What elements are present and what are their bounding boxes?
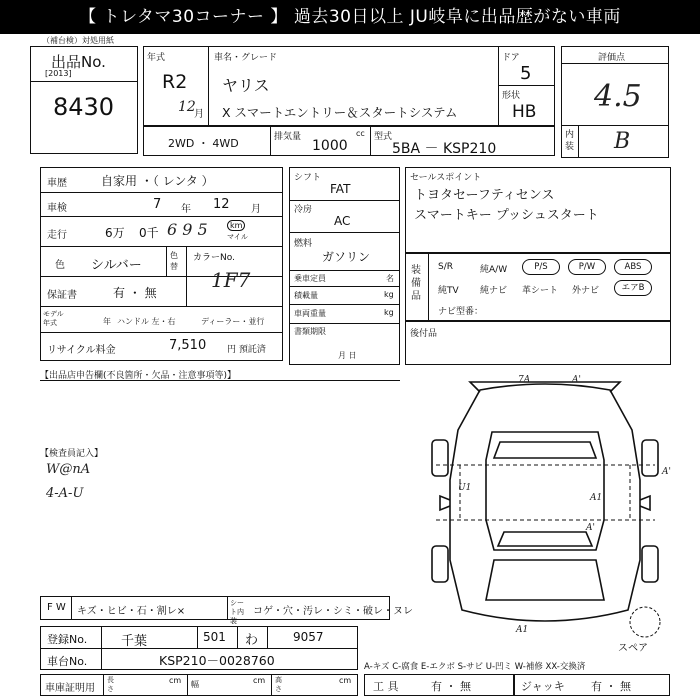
car-grade: X スマートエントリー＆スタートシステム: [222, 105, 458, 120]
fw-box: [40, 596, 413, 625]
mileage-unit-km: km: [227, 220, 245, 231]
damage-mark-rear: 7A: [518, 375, 531, 385]
inspector-line2: 4-A-U: [46, 486, 84, 501]
equip-sr: S/R: [438, 262, 453, 272]
equip-navi: 純ナビ: [480, 286, 508, 296]
car-model: ヤリス: [222, 76, 270, 95]
inspector-label: 【検査員記入】: [40, 449, 104, 459]
aircon-value: AC: [334, 214, 351, 228]
sales-point-line1: トヨタセーフティセンス: [414, 188, 555, 203]
jack-value: 有 ・ 無: [591, 680, 631, 693]
chassis-label: 車台No.: [47, 655, 88, 668]
drive-label: 2WD ・ 4WD: [168, 137, 239, 150]
tools-label: 工 具: [373, 680, 399, 693]
cert-height-unit: cm: [339, 676, 352, 685]
interior-value: B: [614, 129, 631, 154]
disp-value: 1000: [312, 138, 348, 154]
model-code-label: 型式: [374, 132, 393, 142]
score-value: 4.5: [594, 79, 642, 114]
lot-label: 出品No.: [51, 53, 106, 71]
cert-label: 車庫証明用: [45, 683, 95, 694]
seller-note-label: 【出品店申告欄(不良箇所・欠品・注意事項等)】: [40, 371, 237, 381]
tools-box: [364, 674, 514, 696]
weight-label: 車両重量: [294, 309, 326, 318]
inspection-year: 7: [153, 197, 162, 212]
shift-value: FAT: [330, 182, 351, 196]
dealer-option: ディーラー・並行: [201, 317, 265, 326]
score-label: 評価点: [598, 53, 626, 63]
year-era: R2: [162, 71, 188, 93]
load-label: 積載量: [294, 291, 318, 300]
mileage-km: 0千: [139, 226, 159, 240]
fuel-label: 燃料: [294, 239, 313, 249]
body-value: HB: [512, 102, 537, 122]
recycle-unit: 円 預託済: [227, 345, 266, 355]
damage-mark-left: U1: [458, 483, 472, 493]
inspection-year-unit: 年: [181, 204, 191, 215]
spec-box: [143, 126, 555, 156]
car-damage-diagram: [400, 370, 700, 650]
color-label: 色: [55, 260, 65, 271]
registration-kana: わ: [245, 633, 259, 648]
cert-length-unit: cm: [169, 676, 182, 685]
cert-height: 高さ: [275, 676, 282, 693]
lot-stamp: [2013]: [45, 69, 72, 78]
cert-width: 幅: [191, 680, 199, 689]
chassis-value: KSP210－0028760: [159, 653, 275, 668]
damage-mark-front: A1: [516, 625, 529, 635]
cert-length: 長さ: [107, 676, 114, 693]
equip-abs: ABS: [614, 259, 652, 275]
equip-leather: 革シート: [522, 286, 559, 296]
inspection-label: 車検: [47, 203, 67, 214]
seat-label: シート内装: [230, 599, 244, 625]
inspection-month: 12: [213, 197, 230, 212]
cert-box: [40, 674, 358, 696]
model-year-unit: 年: [103, 317, 111, 326]
score-box: [561, 46, 669, 158]
registration-class: 501: [203, 630, 226, 644]
mileage-man: 6万: [105, 226, 125, 240]
color-value: シルバー: [91, 258, 142, 273]
seat-value: コゲ・穴・汚レ・シミ・破レ・ヌレ: [253, 606, 413, 617]
disp-label: 排気量: [274, 132, 302, 142]
registration-label: 登録No.: [47, 633, 88, 646]
model-year-label: モデル年式: [43, 310, 64, 327]
jack-box: [514, 674, 670, 696]
equip-ext-navi: 外ナビ: [572, 286, 600, 296]
warranty-value: 有 ・ 無: [113, 286, 157, 300]
year-month-unit: 月: [194, 109, 204, 120]
aircon-label: 冷房: [294, 205, 313, 215]
handle-option: ハンドル 左・右: [117, 317, 176, 326]
vehicle-info-box: [40, 167, 283, 361]
doc-deadline-unit: 月 日: [338, 351, 357, 360]
lot-box: [30, 46, 138, 154]
damage-mark-right: A1: [590, 493, 603, 503]
fw-label: F W: [47, 602, 66, 613]
damage-mark-right-rear: A': [662, 467, 671, 477]
equip-tv: 純TV: [438, 286, 459, 296]
navi-model-label: ナビ型番：: [438, 307, 484, 317]
weight-unit: kg: [384, 308, 394, 317]
damage-mark-rear-right: A': [572, 375, 581, 385]
color-change-label: 色替: [170, 251, 178, 271]
body-label: 形状: [502, 91, 521, 101]
recycle-value: 7,510: [169, 338, 207, 353]
interior-label: 内装: [565, 130, 575, 152]
name-box: [143, 46, 555, 126]
doors-label: ドア: [502, 53, 520, 63]
sales-point-line2: スマートキー プッシュスタート: [414, 208, 599, 223]
shift-label: シフト: [294, 173, 322, 183]
registration-number: 9057: [293, 630, 324, 644]
lot-number: 8430: [53, 93, 115, 121]
jack-label: ジャッキ: [521, 680, 565, 693]
equipment-box: [405, 253, 671, 321]
fw-value: キズ・ヒビ・石・割レ×: [77, 606, 186, 617]
name-label: 車名・グレード: [214, 53, 278, 63]
load-unit: kg: [384, 290, 394, 299]
equip-airbag: エアB: [614, 280, 652, 296]
seats-label: 乗車定員: [294, 274, 326, 283]
sub-note: （補台検）対処用紙: [42, 36, 114, 45]
fuel-value: ガソリン: [322, 250, 371, 264]
top-banner: 【 トレタマ30コーナー 】 過去30日以上 JU岐阜に出品歴がない車両: [0, 0, 700, 34]
inspection-month-unit: 月: [251, 204, 261, 215]
tools-value: 有 ・ 無: [431, 680, 471, 693]
history-value: 自家用 ・（ レンタ ）: [101, 174, 214, 188]
aftermarket-label: 後付品: [410, 329, 438, 339]
doc-deadline-label: 書類期限: [294, 327, 326, 336]
registration-box: [40, 626, 358, 670]
damage-legend: A-キズ C-腐食 E-エクボ S-サビ U-凹ミ W-補修 XX-交換済: [364, 662, 586, 672]
equip-aw: 純A/W: [480, 265, 508, 275]
recycle-label: リサイクル料金: [47, 345, 116, 356]
equip-ps: P/S: [522, 259, 560, 275]
aftermarket-box: [405, 321, 671, 365]
damage-mark-right-front: A': [586, 523, 595, 533]
sales-point-box: [405, 167, 671, 253]
equip-pw: P/W: [568, 259, 606, 275]
year-month: 12: [178, 99, 196, 115]
seats-unit: 名: [386, 274, 394, 283]
warranty-label: 保証書: [47, 290, 77, 301]
color-code: 1F7: [211, 268, 251, 292]
mileage-unit-mile: マイル: [227, 233, 248, 241]
disp-unit: cc: [356, 129, 365, 138]
sales-point-label: セールスポイント: [410, 173, 482, 183]
year-label: 年式: [147, 53, 166, 63]
inspector-line1: W@nA: [46, 462, 91, 477]
registration-region: 千葉: [121, 634, 148, 649]
drivetrain-box: [289, 167, 400, 365]
equipment-label: 装備品: [411, 265, 421, 302]
cert-width-unit: cm: [253, 676, 266, 685]
mileage-label: 走行: [47, 230, 67, 241]
history-label: 車歴: [47, 178, 67, 189]
doors-value: 5: [520, 63, 532, 84]
model-code-value: 5BA － KSP210: [392, 141, 497, 157]
mileage-handwritten: 6 9 5: [167, 220, 208, 239]
color-code-label: カラーNo.: [193, 253, 235, 263]
spare-label: スペア: [618, 643, 648, 654]
